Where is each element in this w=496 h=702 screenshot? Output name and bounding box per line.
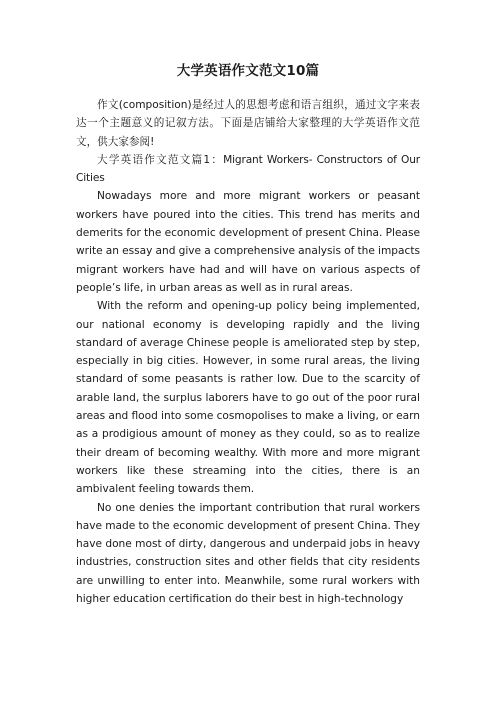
intro-paragraph: 作文(composition)是经过人的思想考虑和语言组织，通过文字来表达一个主题意义的记叙方法。下面是店铺给大家整理的大学英语作文范文，供大家参阅! — [76, 99, 420, 148]
essay-heading: 大学英语作文范文篇1：Migrant Workers- Constructors of Our Cities — [76, 153, 420, 185]
essay-paragraph: No one denies the important contribution that rural workers have made to the economic development of present China. They have done most of dirty, dangerous and underpaid jobs in heavy industries, construction sites and other fields that city residents are unwilling to enter into. Meanwhile, some rural workers with higher education certification do their best in high-technology — [76, 501, 420, 606]
essay-paragraph: With the reform and opening-up policy being implemented, our national economy is developing rapidly and the living standard of average Chinese people is ameliorated step by step, especially in big cities. However, in some rural areas, the living standard of some peasants is rather low. Due to the scarcity of arable land, the surplus laborers have to go out of the poor rural areas and flood into some cosmopolises to make a living, or earn as a prodigious amount of money as they could, so as to realize their dream of becoming wealthy. With more and more migrant workers like these streaming into the cities, there is an ambivalent feeling towards them. — [76, 300, 420, 496]
document-title: 大学英语作文范文10篇 — [176, 63, 320, 79]
essay-prompt-paragraph: Nowadays more and more migrant workers or peasant workers have poured into the cities. This trend has merits and demerits for the economic development of present China. Please write an essay and give a comprehensive analysis of the impacts migrant workers have had and will have on various aspects of people’s life, in urban areas as well as in rural areas. — [76, 190, 420, 294]
document-body — [76, 96, 420, 608]
